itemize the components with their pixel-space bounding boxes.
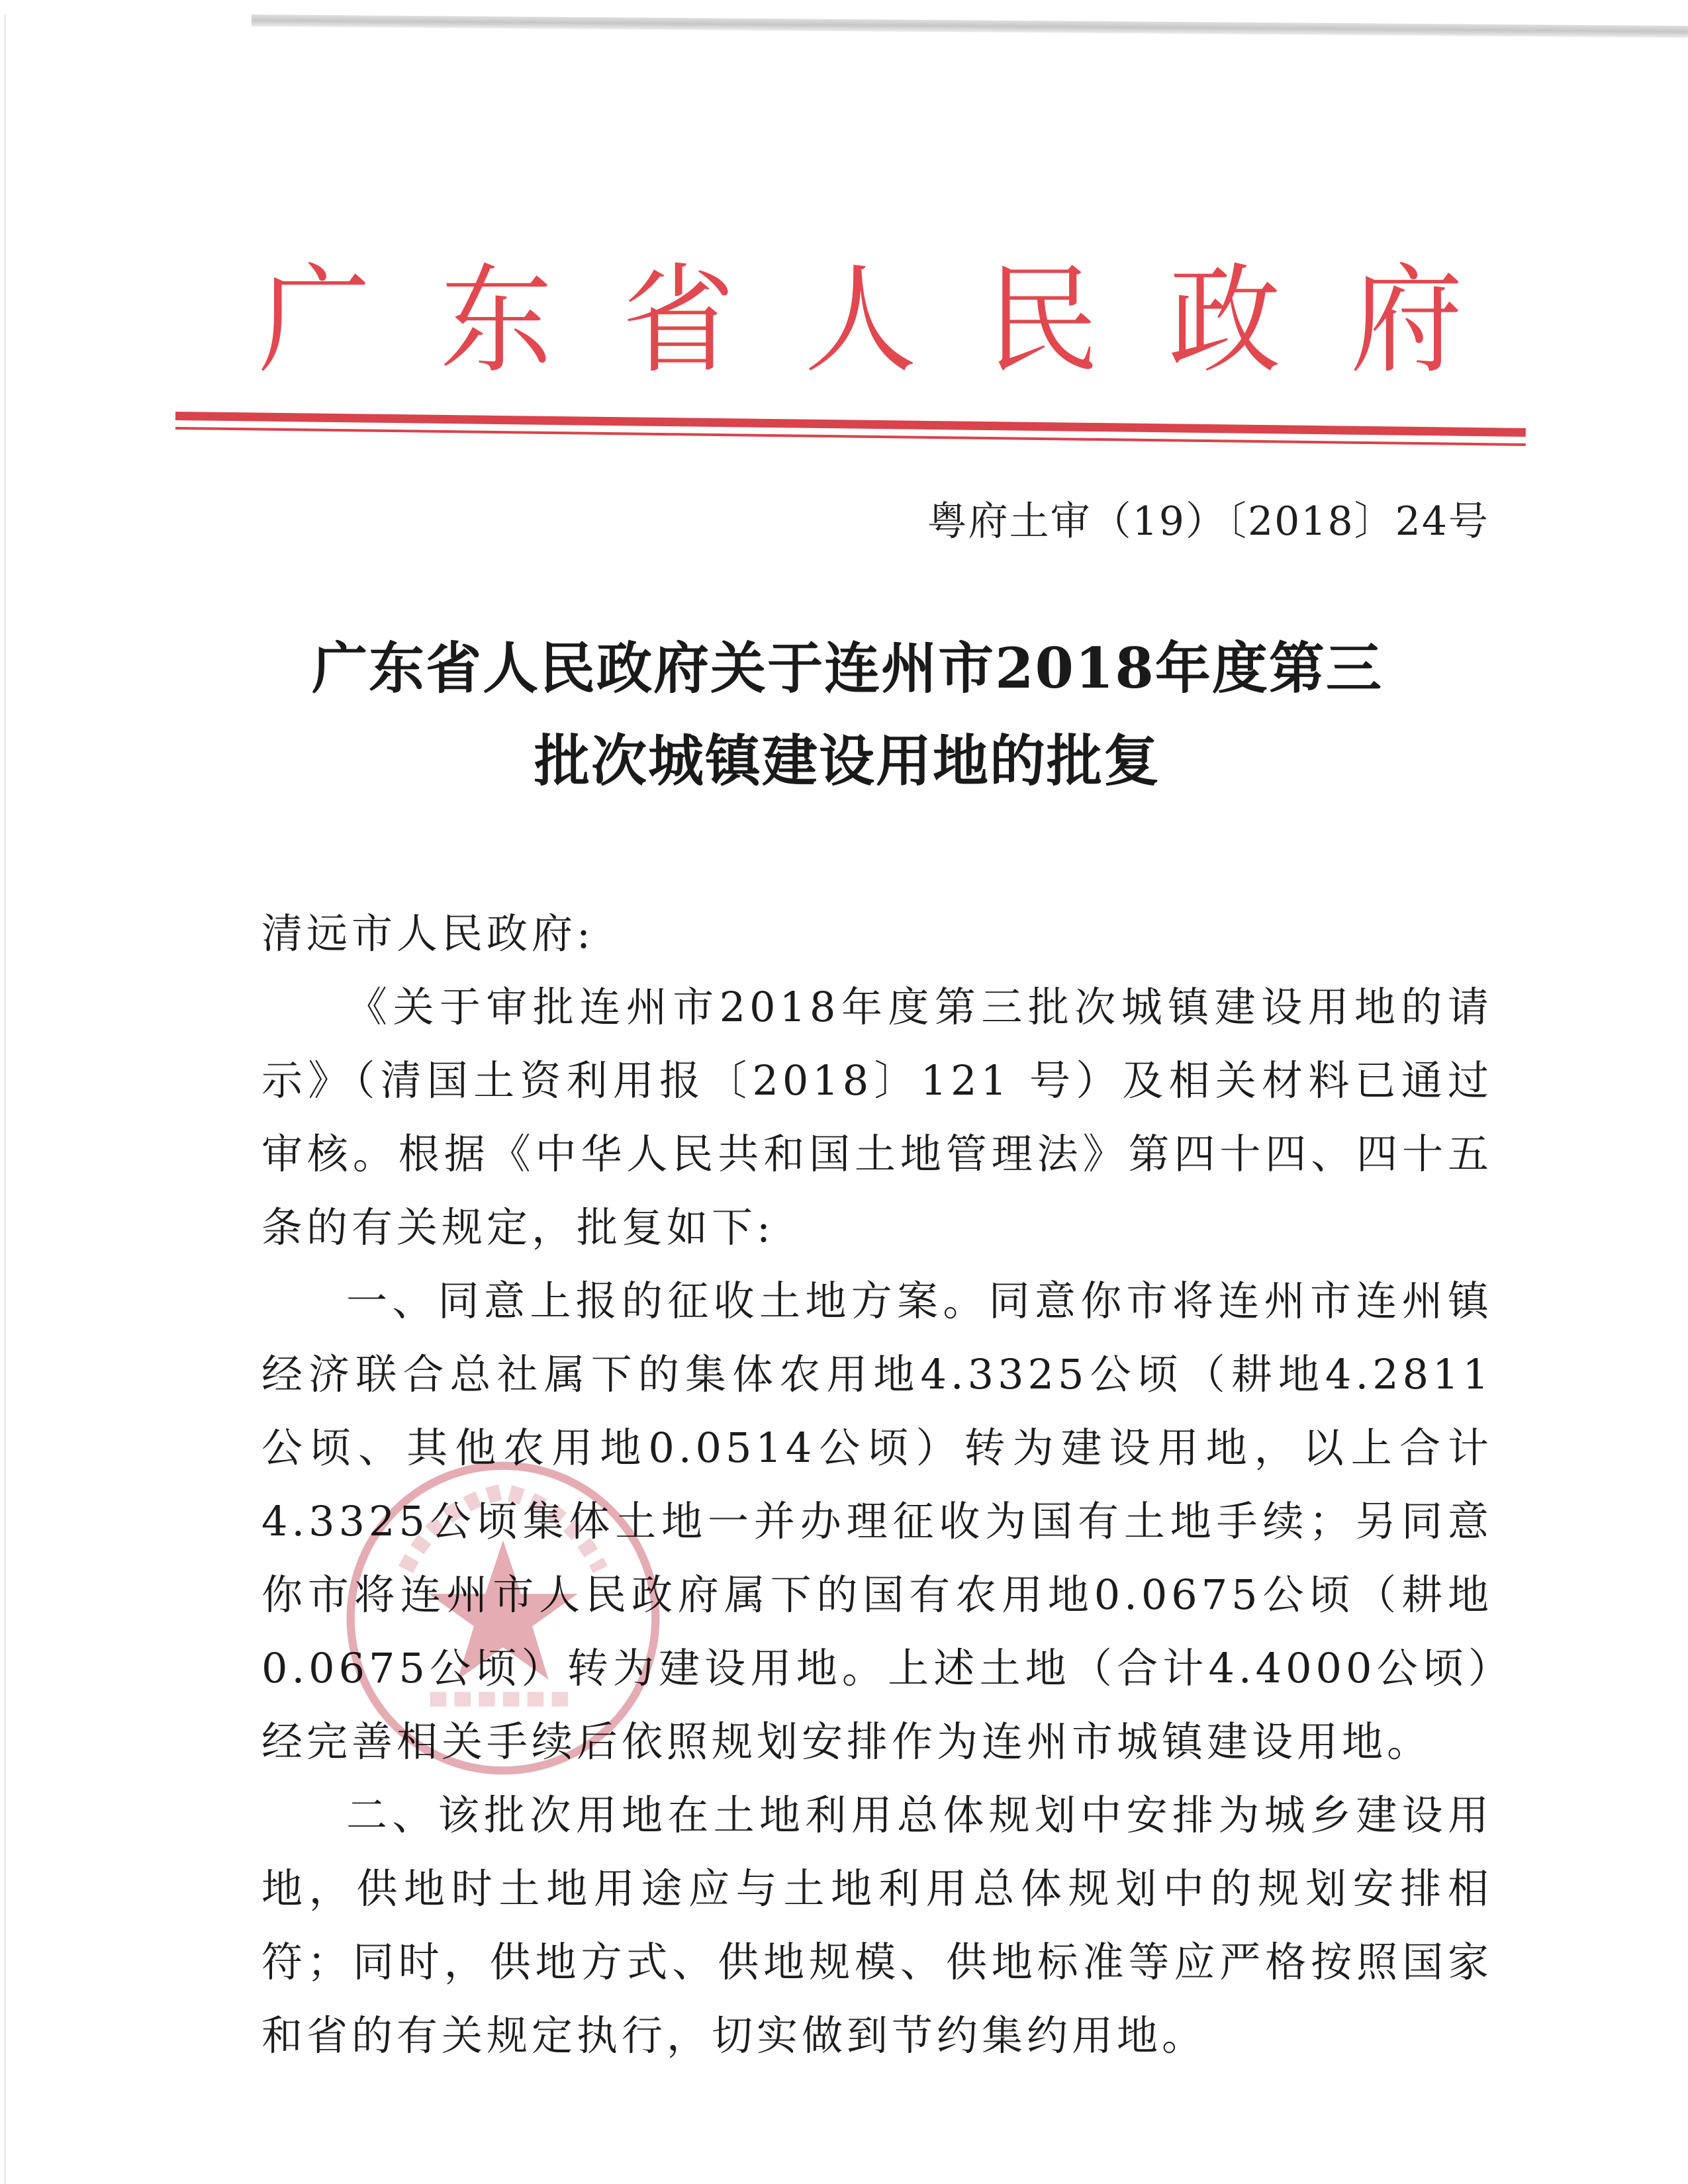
title-line-2: 批次城镇建设用地的批复 xyxy=(534,728,1160,794)
paragraph-intro: 《关于审批连州市2018年度第三批次城镇建设用地的请示》（清国土资利用报〔2018〕121 号）及相关材料已通过审核。根据《中华人民共和国土地管理法》第四十四、四十五条的有关规定，批复如下: xyxy=(261,983,1493,1251)
masthead-char: 广 xyxy=(258,252,371,390)
masthead-divider-thick xyxy=(175,412,1526,437)
document-body xyxy=(261,897,1493,2072)
masthead-char: 人 xyxy=(804,252,917,390)
document-title xyxy=(265,622,1430,807)
scan-edge-top xyxy=(252,15,1688,38)
scan-edge-left xyxy=(4,15,6,2184)
masthead-char: 政 xyxy=(1168,252,1281,390)
masthead-char: 府 xyxy=(1350,252,1463,390)
masthead xyxy=(258,245,1463,397)
paragraph-item-1: 一、同意上报的征收土地方案。同意你市将连州市连州镇经济联合总社属下的集体农用地4.3325公顷（耕地4.2811公顷、其他农用地0.0514公顷）转为建设用地，以上合计4.3325公顷集体土地一并办理征收为国有土地手续；另同意你市将连州市人民政府属下的国有农用地0.0675公顷（耕地0.0675公顷）转为建设用地。上述土地（合计4.4000公顷）经完善相关手续后依照规划安排作为连州市城镇建设用地。 xyxy=(261,1277,1493,1766)
masthead-char: 民 xyxy=(986,252,1099,390)
masthead-char: 东 xyxy=(440,252,553,390)
title-line-1: 广东省人民政府关于连州市2018年度第三 xyxy=(312,635,1383,701)
document-number: 粤府土审（19）〔2018〕24号 xyxy=(927,498,1489,545)
paragraph-item-2: 二、该批次用地在土地利用总体规划中安排为城乡建设用地，供地时土地用途应与土地利用总体规划中的规划安排相符；同时，供地方式、供地规模、供地标准等应严格按照国家和省的有关规定执行，切实做到节约集约用地。 xyxy=(261,1791,1493,2060)
salutation: 清远市人民政府: xyxy=(261,909,594,958)
masthead-char: 省 xyxy=(622,252,735,390)
